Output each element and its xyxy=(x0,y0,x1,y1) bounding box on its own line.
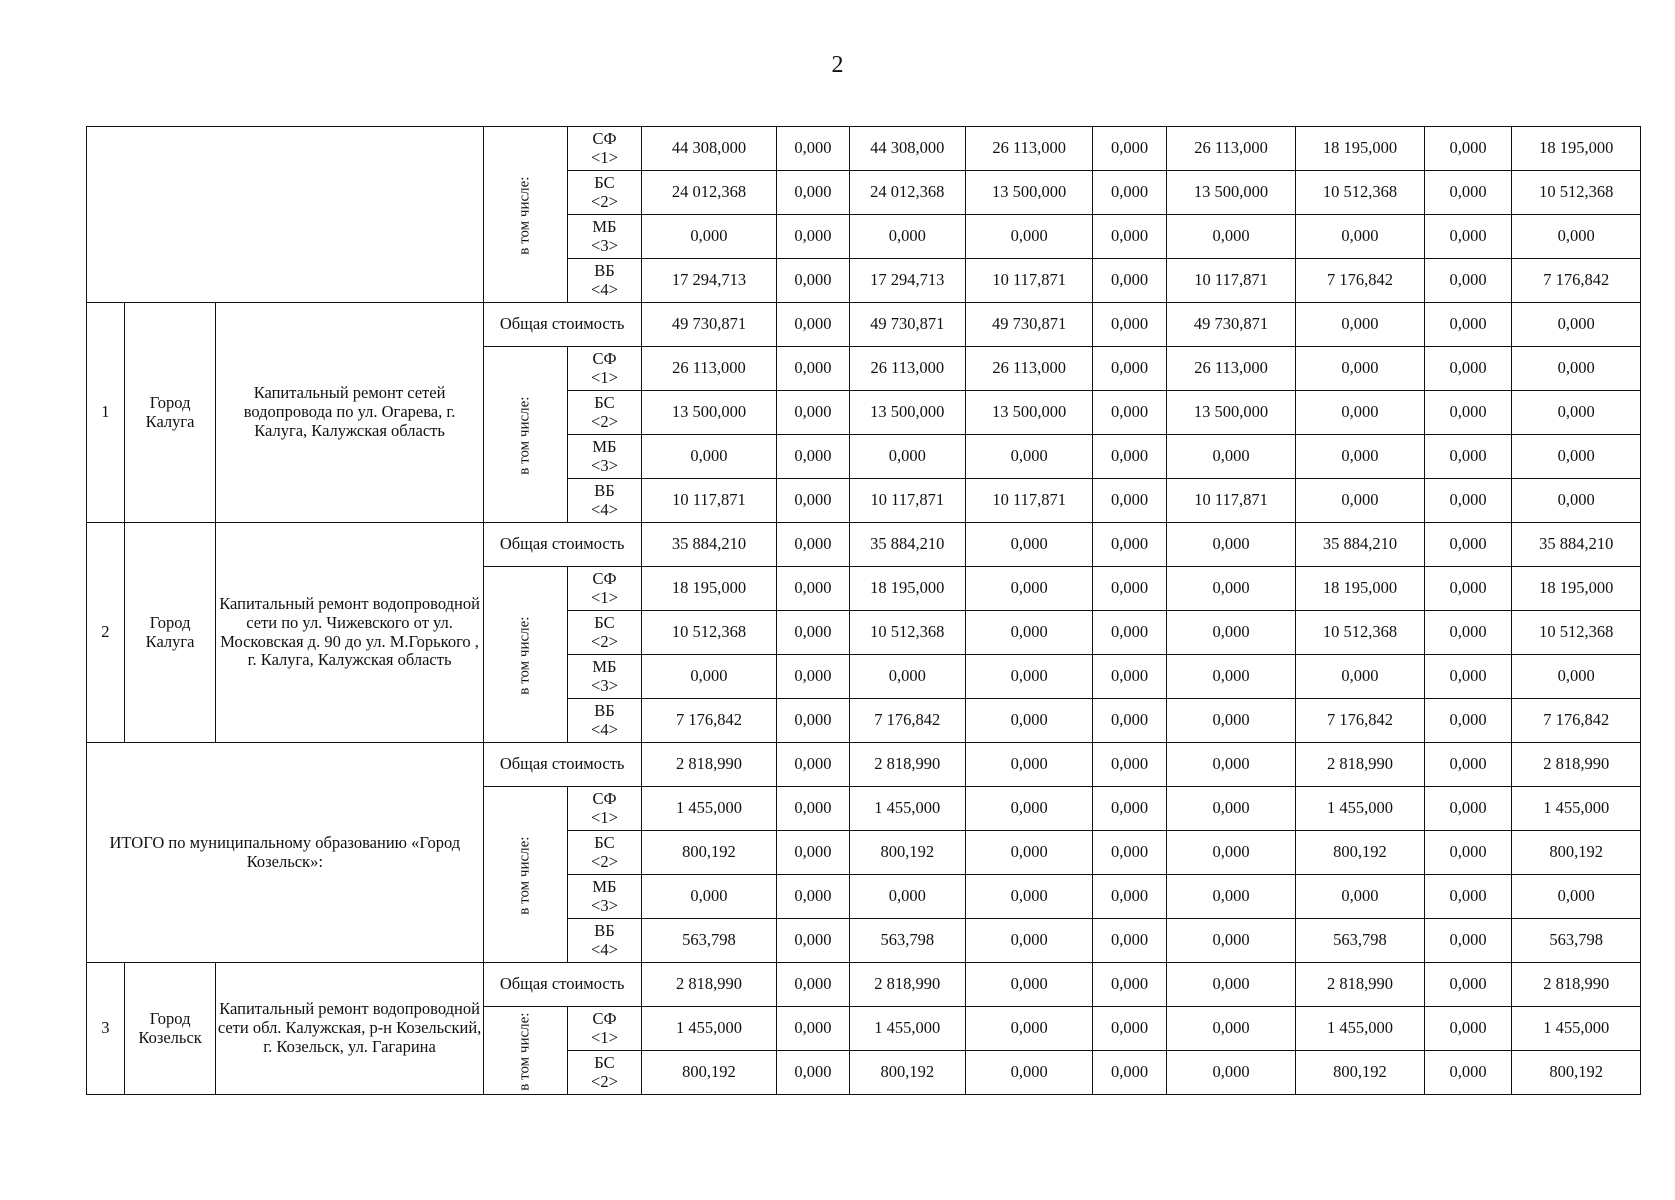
value-cell: 0,000 xyxy=(1166,963,1295,1007)
fund-note: <1> xyxy=(591,147,618,167)
fund-note: <4> xyxy=(591,939,618,959)
value-cell: 800,192 xyxy=(1512,1051,1641,1095)
table-row xyxy=(87,303,1641,347)
value-cell: 0,000 xyxy=(641,655,777,699)
value-cell: 18 195,000 xyxy=(1296,127,1424,171)
fund-code: БС xyxy=(594,172,615,192)
value-cell: 0,000 xyxy=(641,215,777,259)
value-cell: 0,000 xyxy=(1424,347,1512,391)
value-cell: 24 012,368 xyxy=(849,171,965,215)
value-cell: 0,000 xyxy=(965,831,1092,875)
value-cell: 563,798 xyxy=(1296,919,1424,963)
value-cell: 17 294,713 xyxy=(849,259,965,303)
value-cell: 0,000 xyxy=(965,435,1092,479)
value-cell: 18 195,000 xyxy=(1512,127,1641,171)
value-cell: 44 308,000 xyxy=(641,127,777,171)
fund-code: ВБ xyxy=(594,480,615,500)
value-cell: 0,000 xyxy=(1512,215,1641,259)
fund-note: <1> xyxy=(591,807,618,827)
value-cell: 0,000 xyxy=(1424,875,1512,919)
value-cell: 10 117,871 xyxy=(965,479,1092,523)
value-cell: 0,000 xyxy=(1166,831,1295,875)
value-cell: 800,192 xyxy=(1512,831,1641,875)
value-cell: 0,000 xyxy=(777,919,849,963)
value-cell: 0,000 xyxy=(777,831,849,875)
value-cell: 35 884,210 xyxy=(1296,523,1424,567)
value-cell: 0,000 xyxy=(1424,655,1512,699)
value-cell: 0,000 xyxy=(777,1051,849,1095)
in-that-number-cell xyxy=(483,1007,568,1095)
value-cell: 0,000 xyxy=(1093,479,1166,523)
fund-code: БС xyxy=(594,832,615,852)
value-cell: 1 455,000 xyxy=(1512,1007,1641,1051)
fund-code-cell xyxy=(568,787,641,831)
value-cell: 10 512,368 xyxy=(1512,611,1641,655)
value-cell: 0,000 xyxy=(1166,1007,1295,1051)
value-cell: 0,000 xyxy=(1424,171,1512,215)
value-cell: 0,000 xyxy=(1424,567,1512,611)
value-cell: 10 512,368 xyxy=(1512,171,1641,215)
object-number: 3 xyxy=(87,963,125,1095)
value-cell: 0,000 xyxy=(777,435,849,479)
value-cell: 0,000 xyxy=(641,435,777,479)
fund-note: <2> xyxy=(591,631,618,651)
value-cell: 13 500,000 xyxy=(849,391,965,435)
value-cell: 0,000 xyxy=(1512,479,1641,523)
fund-code: БС xyxy=(594,392,615,412)
value-cell: 0,000 xyxy=(1424,1051,1512,1095)
value-cell: 10 117,871 xyxy=(1166,259,1295,303)
value-cell: 0,000 xyxy=(965,787,1092,831)
value-cell: 0,000 xyxy=(1093,963,1166,1007)
value-cell: 2 818,990 xyxy=(1512,963,1641,1007)
value-cell: 0,000 xyxy=(1166,567,1295,611)
fund-code-cell xyxy=(568,479,641,523)
value-cell: 0,000 xyxy=(1093,347,1166,391)
value-cell: 0,000 xyxy=(1424,523,1512,567)
value-cell: 0,000 xyxy=(1093,215,1166,259)
value-cell: 0,000 xyxy=(1424,611,1512,655)
value-cell: 0,000 xyxy=(1093,699,1166,743)
value-cell: 26 113,000 xyxy=(641,347,777,391)
value-cell: 0,000 xyxy=(1424,1007,1512,1051)
in-that-number-cell xyxy=(483,567,568,743)
value-cell: 800,192 xyxy=(849,831,965,875)
fund-code-cell xyxy=(568,171,641,215)
value-cell: 0,000 xyxy=(965,567,1092,611)
value-cell: 17 294,713 xyxy=(641,259,777,303)
value-cell: 1 455,000 xyxy=(641,787,777,831)
value-cell: 1 455,000 xyxy=(641,1007,777,1051)
fund-note: <3> xyxy=(591,895,618,915)
value-cell: 0,000 xyxy=(1424,831,1512,875)
value-cell: 0,000 xyxy=(1166,215,1295,259)
fund-note: <2> xyxy=(591,1071,618,1091)
value-cell: 13 500,000 xyxy=(1166,391,1295,435)
value-cell: 0,000 xyxy=(1166,875,1295,919)
value-cell: 10 512,368 xyxy=(641,611,777,655)
value-cell: 2 818,990 xyxy=(1296,963,1424,1007)
value-cell: 0,000 xyxy=(965,963,1092,1007)
fund-code: ВБ xyxy=(594,920,615,940)
value-cell: 0,000 xyxy=(1424,919,1512,963)
value-cell: 0,000 xyxy=(1093,919,1166,963)
value-cell: 0,000 xyxy=(1093,435,1166,479)
value-cell: 0,000 xyxy=(1166,743,1295,787)
table-row xyxy=(87,743,1641,787)
value-cell: 10 512,368 xyxy=(1296,171,1424,215)
value-cell: 49 730,871 xyxy=(965,303,1092,347)
value-cell: 0,000 xyxy=(1512,391,1641,435)
value-cell: 7 176,842 xyxy=(641,699,777,743)
fund-note: <2> xyxy=(591,851,618,871)
value-cell: 0,000 xyxy=(1166,655,1295,699)
value-cell: 0,000 xyxy=(1296,215,1424,259)
page-number: 2 xyxy=(831,52,844,78)
fund-code: СФ xyxy=(592,1008,617,1028)
value-cell: 0,000 xyxy=(1166,919,1295,963)
fund-code: ВБ xyxy=(594,700,615,720)
fund-note: <2> xyxy=(591,191,618,211)
value-cell: 0,000 xyxy=(777,303,849,347)
value-cell: 0,000 xyxy=(1512,655,1641,699)
value-cell: 26 113,000 xyxy=(965,127,1092,171)
value-cell: 0,000 xyxy=(777,567,849,611)
value-cell: 35 884,210 xyxy=(1512,523,1641,567)
fund-code: СФ xyxy=(592,348,617,368)
value-cell: 0,000 xyxy=(1093,523,1166,567)
fund-note: <4> xyxy=(591,719,618,739)
table-row xyxy=(87,523,1641,567)
fund-code-cell xyxy=(568,259,641,303)
fund-note: <1> xyxy=(591,1027,618,1047)
value-cell: 800,192 xyxy=(1296,1051,1424,1095)
value-cell: 13 500,000 xyxy=(965,391,1092,435)
value-cell: 1 455,000 xyxy=(849,787,965,831)
value-cell: 0,000 xyxy=(1166,787,1295,831)
value-cell: 7 176,842 xyxy=(1296,259,1424,303)
value-cell: 0,000 xyxy=(777,347,849,391)
value-cell: 0,000 xyxy=(1512,303,1641,347)
fund-note: <3> xyxy=(591,675,618,695)
value-cell: 0,000 xyxy=(1093,743,1166,787)
fund-code-cell xyxy=(568,919,641,963)
value-cell: 0,000 xyxy=(965,655,1092,699)
value-cell: 0,000 xyxy=(849,875,965,919)
object-city: Город Калуга xyxy=(124,303,216,523)
value-cell: 18 195,000 xyxy=(641,567,777,611)
value-cell: 0,000 xyxy=(1424,215,1512,259)
value-cell: 0,000 xyxy=(1296,303,1424,347)
value-cell: 800,192 xyxy=(641,831,777,875)
fund-note: <3> xyxy=(591,455,618,475)
value-cell: 0,000 xyxy=(965,611,1092,655)
value-cell: 0,000 xyxy=(1093,1051,1166,1095)
fund-code-cell xyxy=(568,347,641,391)
object-city: Город Калуга xyxy=(124,523,216,743)
value-cell: 13 500,000 xyxy=(965,171,1092,215)
value-cell: 563,798 xyxy=(641,919,777,963)
object-title: Капитальный ремонт сетей водопровода по ул. Огарева, г. Калуга, Калужская область xyxy=(216,303,483,523)
value-cell: 2 818,990 xyxy=(849,743,965,787)
fund-note: <1> xyxy=(591,367,618,387)
value-cell: 0,000 xyxy=(849,435,965,479)
in-that-number-label: в том числе: xyxy=(516,836,533,915)
value-cell: 0,000 xyxy=(1093,831,1166,875)
in-that-number-label: в том числе: xyxy=(516,1012,533,1091)
object-title: Капитальный ремонт водопроводной сети по ул. Чижевского от ул. Московская д. 90 до ул. М.Горького , г. Калуга, Калужская область xyxy=(216,523,483,743)
value-cell: 0,000 xyxy=(1512,875,1641,919)
value-cell: 10 512,368 xyxy=(1296,611,1424,655)
value-cell: 7 176,842 xyxy=(1512,259,1641,303)
value-cell: 0,000 xyxy=(1424,127,1512,171)
value-cell: 0,000 xyxy=(1296,875,1424,919)
value-cell: 0,000 xyxy=(1424,479,1512,523)
fund-note: <1> xyxy=(591,587,618,607)
fund-note: <4> xyxy=(591,499,618,519)
value-cell: 0,000 xyxy=(965,523,1092,567)
value-cell: 2 818,990 xyxy=(641,743,777,787)
fund-note: <3> xyxy=(591,235,618,255)
fund-code: СФ xyxy=(592,128,617,148)
value-cell: 1 455,000 xyxy=(1296,1007,1424,1051)
value-cell: 0,000 xyxy=(777,479,849,523)
fund-code-cell xyxy=(568,567,641,611)
total-cost-label: Общая стоимость xyxy=(483,303,641,347)
value-cell: 1 455,000 xyxy=(1296,787,1424,831)
total-cost-label: Общая стоимость xyxy=(483,523,641,567)
fund-code-cell xyxy=(568,699,641,743)
value-cell: 0,000 xyxy=(1093,391,1166,435)
value-cell: 10 117,871 xyxy=(965,259,1092,303)
value-cell: 2 818,990 xyxy=(1512,743,1641,787)
value-cell: 49 730,871 xyxy=(641,303,777,347)
value-cell: 26 113,000 xyxy=(849,347,965,391)
value-cell: 0,000 xyxy=(1512,347,1641,391)
value-cell: 0,000 xyxy=(1093,875,1166,919)
value-cell: 0,000 xyxy=(777,743,849,787)
fund-code-cell xyxy=(568,435,641,479)
value-cell: 0,000 xyxy=(1093,127,1166,171)
total-cost-label: Общая стоимость xyxy=(483,743,641,787)
value-cell: 0,000 xyxy=(1093,259,1166,303)
table-row xyxy=(87,963,1641,1007)
value-cell: 0,000 xyxy=(1093,787,1166,831)
fund-code-cell xyxy=(568,1007,641,1051)
value-cell: 0,000 xyxy=(777,523,849,567)
value-cell: 0,000 xyxy=(1296,435,1424,479)
fund-code: МБ xyxy=(592,436,617,456)
value-cell: 0,000 xyxy=(1424,303,1512,347)
fund-code-cell xyxy=(568,215,641,259)
fund-code: МБ xyxy=(592,876,617,896)
value-cell: 0,000 xyxy=(777,1007,849,1051)
fund-code: МБ xyxy=(592,656,617,676)
fund-code-cell xyxy=(568,611,641,655)
value-cell: 13 500,000 xyxy=(641,391,777,435)
value-cell: 0,000 xyxy=(777,963,849,1007)
value-cell: 0,000 xyxy=(965,919,1092,963)
value-cell: 49 730,871 xyxy=(849,303,965,347)
municipal-total-label: ИТОГО по муниципальному образованию «Город Козельск»: xyxy=(87,743,484,963)
value-cell: 0,000 xyxy=(1512,435,1641,479)
value-cell: 0,000 xyxy=(1296,479,1424,523)
in-that-number-label: в том числе: xyxy=(516,176,533,255)
value-cell: 18 195,000 xyxy=(1512,567,1641,611)
fund-code-cell xyxy=(568,1051,641,1095)
fund-code-cell xyxy=(568,655,641,699)
value-cell: 0,000 xyxy=(1424,787,1512,831)
value-cell: 2 818,990 xyxy=(641,963,777,1007)
value-cell: 0,000 xyxy=(1424,743,1512,787)
value-cell: 7 176,842 xyxy=(1296,699,1424,743)
value-cell: 0,000 xyxy=(1424,699,1512,743)
funding-table xyxy=(86,126,1641,1095)
table-row xyxy=(87,127,1641,171)
object-number: 2 xyxy=(87,523,125,743)
value-cell: 563,798 xyxy=(849,919,965,963)
table-body xyxy=(87,127,1641,1095)
value-cell: 18 195,000 xyxy=(849,567,965,611)
value-cell: 800,192 xyxy=(641,1051,777,1095)
value-cell: 800,192 xyxy=(1296,831,1424,875)
value-cell: 0,000 xyxy=(965,215,1092,259)
in-that-number-cell xyxy=(483,127,568,303)
value-cell: 0,000 xyxy=(1296,655,1424,699)
in-that-number-label: в том числе: xyxy=(516,396,533,475)
value-cell: 10 117,871 xyxy=(849,479,965,523)
value-cell: 0,000 xyxy=(777,699,849,743)
value-cell: 26 113,000 xyxy=(1166,347,1295,391)
value-cell: 10 117,871 xyxy=(641,479,777,523)
fund-code: СФ xyxy=(592,568,617,588)
fund-code: СФ xyxy=(592,788,617,808)
value-cell: 0,000 xyxy=(849,215,965,259)
value-cell: 0,000 xyxy=(1296,347,1424,391)
value-cell: 0,000 xyxy=(1093,171,1166,215)
value-cell: 0,000 xyxy=(1424,963,1512,1007)
value-cell: 13 500,000 xyxy=(1166,171,1295,215)
fund-code-cell xyxy=(568,127,641,171)
value-cell: 800,192 xyxy=(849,1051,965,1095)
value-cell: 10 512,368 xyxy=(849,611,965,655)
object-number: 1 xyxy=(87,303,125,523)
value-cell: 0,000 xyxy=(1093,567,1166,611)
value-cell: 0,000 xyxy=(777,259,849,303)
value-cell: 0,000 xyxy=(1166,523,1295,567)
total-cost-label: Общая стоимость xyxy=(483,963,641,1007)
value-cell: 0,000 xyxy=(965,1007,1092,1051)
fund-code: БС xyxy=(594,1052,615,1072)
value-cell: 0,000 xyxy=(965,699,1092,743)
empty-merged-cell xyxy=(87,127,484,303)
value-cell: 2 818,990 xyxy=(1296,743,1424,787)
fund-code: ВБ xyxy=(594,260,615,280)
fund-note: <2> xyxy=(591,411,618,431)
value-cell: 0,000 xyxy=(1424,259,1512,303)
value-cell: 35 884,210 xyxy=(849,523,965,567)
value-cell: 35 884,210 xyxy=(641,523,777,567)
value-cell: 44 308,000 xyxy=(849,127,965,171)
value-cell: 2 818,990 xyxy=(849,963,965,1007)
value-cell: 0,000 xyxy=(777,391,849,435)
object-city: Город Козельск xyxy=(124,963,216,1095)
value-cell: 18 195,000 xyxy=(1296,567,1424,611)
value-cell: 1 455,000 xyxy=(849,1007,965,1051)
in-that-number-cell xyxy=(483,347,568,523)
value-cell: 0,000 xyxy=(1424,435,1512,479)
value-cell: 7 176,842 xyxy=(849,699,965,743)
value-cell: 0,000 xyxy=(777,127,849,171)
value-cell: 0,000 xyxy=(1093,1007,1166,1051)
in-that-number-label: в том числе: xyxy=(516,616,533,695)
value-cell: 0,000 xyxy=(849,655,965,699)
value-cell: 0,000 xyxy=(1296,391,1424,435)
in-that-number-cell xyxy=(483,787,568,963)
value-cell: 0,000 xyxy=(965,743,1092,787)
value-cell: 0,000 xyxy=(965,875,1092,919)
value-cell: 0,000 xyxy=(777,215,849,259)
value-cell: 7 176,842 xyxy=(1512,699,1641,743)
value-cell: 0,000 xyxy=(1166,611,1295,655)
value-cell: 0,000 xyxy=(777,171,849,215)
fund-code: БС xyxy=(594,612,615,632)
value-cell: 10 117,871 xyxy=(1166,479,1295,523)
fund-note: <4> xyxy=(591,279,618,299)
fund-code: МБ xyxy=(592,216,617,236)
value-cell: 0,000 xyxy=(965,1051,1092,1095)
value-cell: 0,000 xyxy=(777,787,849,831)
value-cell: 0,000 xyxy=(641,875,777,919)
value-cell: 26 113,000 xyxy=(965,347,1092,391)
value-cell: 0,000 xyxy=(1093,611,1166,655)
value-cell: 0,000 xyxy=(1166,435,1295,479)
fund-code-cell xyxy=(568,391,641,435)
value-cell: 0,000 xyxy=(1424,391,1512,435)
value-cell: 563,798 xyxy=(1512,919,1641,963)
value-cell: 26 113,000 xyxy=(1166,127,1295,171)
value-cell: 0,000 xyxy=(1166,1051,1295,1095)
value-cell: 1 455,000 xyxy=(1512,787,1641,831)
value-cell: 0,000 xyxy=(1166,699,1295,743)
value-cell: 24 012,368 xyxy=(641,171,777,215)
value-cell: 0,000 xyxy=(1093,303,1166,347)
object-title: Капитальный ремонт водопроводной сети обл. Калужская, р-н Козельский, г. Козельск, ул. Гагарина xyxy=(216,963,483,1095)
value-cell: 0,000 xyxy=(777,655,849,699)
value-cell: 0,000 xyxy=(1093,655,1166,699)
fund-code-cell xyxy=(568,831,641,875)
value-cell: 0,000 xyxy=(777,875,849,919)
value-cell: 49 730,871 xyxy=(1166,303,1295,347)
fund-code-cell xyxy=(568,875,641,919)
value-cell: 0,000 xyxy=(777,611,849,655)
